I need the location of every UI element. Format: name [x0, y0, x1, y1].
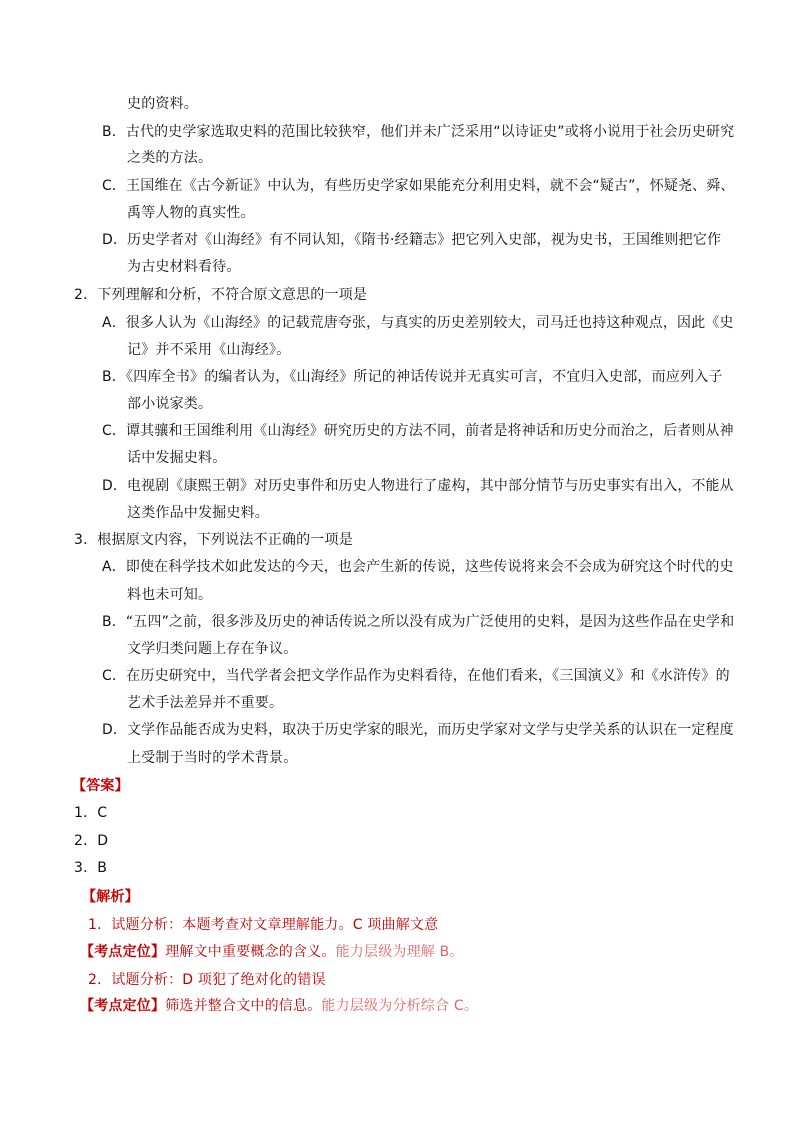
analysis-heading: 【解析】 — [82, 889, 139, 905]
answer-item-1: 1．C — [74, 805, 108, 821]
q1-option-d: D．历史学者对《山海经》有不同认知，《隋书·经籍志》把它列入史部，视为史书，王国维则把它作 — [102, 232, 722, 248]
q3-option-a-continued: 料也未可知。 — [127, 587, 213, 603]
q2-option-d: D．电视剧《康熙王朝》对历史事件和历史人物进行了虚构，其中部分情节与历史事实有出入，不能从 — [102, 478, 734, 494]
q2-option-a-continued: 记》并不采用《山海经》。 — [127, 342, 291, 358]
analysis-2-point: 筛选并整合文中的信息。 — [165, 998, 322, 1014]
q2-option-a: A．很多人认为《山海经》的记载荒唐夸张，与真实的历史差别较大，司马迁也持这种观点，因此《史 — [102, 315, 734, 331]
q1-option-c-continued: 禹等人物的真实性。 — [127, 205, 255, 221]
q2-option-c-continued: 话中发掘史料。 — [127, 450, 227, 466]
q3-option-d: D．文学作品能否成为史料，取决于历史学家的眼光，而历史学家对文学与史学关系的认识在一定程度 — [102, 722, 734, 738]
q2-option-b: B．《四库全书》的编者认为，《山海经》所记的神话传说并无真实可言，不宜归入史部，而应列入子 — [102, 369, 723, 385]
q1-option-d-continued: 为古史材料看待。 — [127, 259, 241, 275]
q1-option-b-continued: 之类的方法。 — [127, 150, 213, 166]
analysis-1-text: 1．试题分析：本题考查对文章理解能力。C 项曲解文意 — [88, 917, 439, 933]
q2-option-b-continued: 部小说家类。 — [127, 396, 213, 412]
q1-option-b: B．古代的史学家选取史料的范围比较狭窄，他们并未广泛采用“以诗证史”或将小说用于社会历史研究 — [102, 124, 735, 140]
q3-option-a: A．即使在科学技术如此发达的今天，也会产生新的传说，这些传说将来会不会成为研究这个时代的史 — [102, 559, 734, 575]
analysis-2-key-point — [80, 996, 478, 1016]
analysis-1-point: 理解文中重要概念的含义。 — [165, 944, 336, 960]
answer-item-3: 3．B — [74, 860, 108, 876]
answer-item-2: 2．D — [74, 833, 109, 849]
q3-option-c-continued: 艺术手法差异并不重要。 — [127, 695, 284, 711]
analysis-1-tag: 【考点定位】 — [80, 944, 166, 960]
q2-stem: 2．下列理解和分析，不符合原文意思的一项是 — [74, 287, 368, 303]
analysis-2-level: 能力层级为分析综合 C。 — [321, 998, 479, 1014]
analysis-2-text: 2．试题分析：D 项犯了绝对化的错误 — [88, 972, 326, 988]
analysis-1 — [88, 915, 438, 935]
analysis-1-level: 能力层级为理解 B。 — [335, 944, 464, 960]
q3-option-b-continued: 文学归类问题上存在争议。 — [127, 641, 298, 657]
q2-option-d-continued: 这类作品中发掘史料。 — [127, 505, 269, 521]
answer-heading: 【答案】 — [72, 778, 129, 794]
analysis-2 — [88, 970, 326, 990]
analysis-1-key-point — [80, 942, 464, 962]
q1-option-c: C．王国维在《古今新证》中认为，有些历史学家如果能充分利用史料，就不会“疑古”，怀疑尧、舜、 — [102, 178, 735, 194]
q1-option-a-continued: 史的资料。 — [127, 96, 198, 112]
q3-option-c: C．在历史研究中，当代学者会把文学作品作为史料看待，在他们看来，《三国演义》和《水浒传》的 — [102, 668, 730, 684]
q3-option-b: B．“五四”之前，很多涉及历史的神话传说之所以没有成为广泛使用的史料，是因为这些作品在史学和 — [102, 614, 735, 630]
q2-option-c: C．谭其骧和王国维利用《山海经》研究历史的方法不同，前者是将神话和历史分而治之，后者则从神 — [102, 423, 734, 439]
q3-stem: 3．根据原文内容，下列说法不正确的一项是 — [74, 532, 353, 548]
analysis-2-tag: 【考点定位】 — [80, 998, 166, 1014]
q3-option-d-continued: 上受制于当时的学术背景。 — [127, 750, 298, 766]
